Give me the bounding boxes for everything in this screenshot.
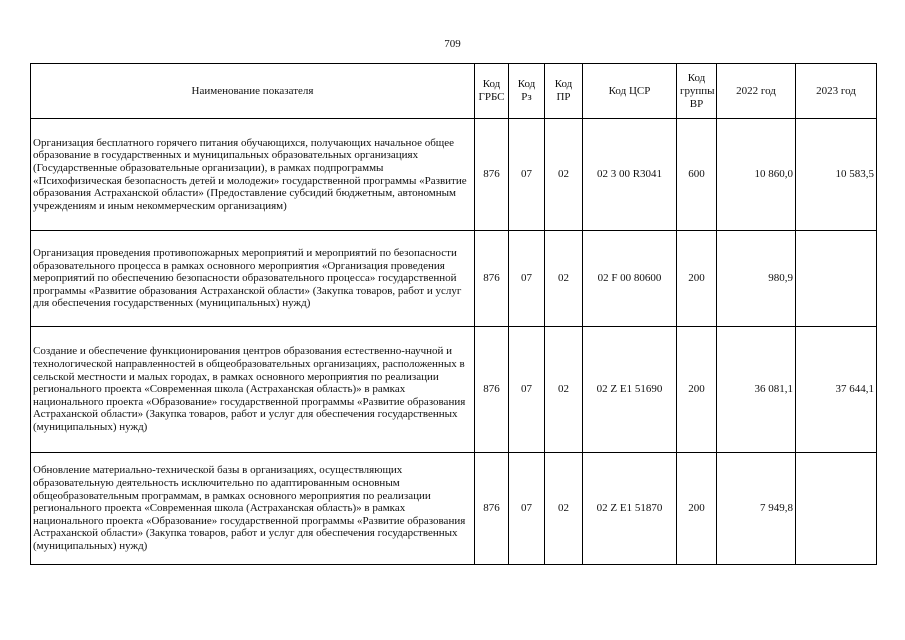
row-pr: 02 [545, 453, 583, 565]
row-2022: 36 081,1 [717, 327, 796, 453]
header-grbs [475, 64, 509, 119]
row-pr: 02 [545, 119, 583, 231]
row-csr: 02 Z E1 51870 [583, 453, 677, 565]
row-name: Обновление материально-технической базы в организациях, осуществляющих образовательную деятельность исключительно по адаптированным основным общеобразовательным программам, в рамках основного мероприятия по реализации регионального проекта «Современная школа (Астраханская область)» в рамках национального проекта «Образование» государственной программы «Развитие образования Астраханской области» (Закупка товаров, работ и услуг для обеспечения государственных (муниципальных) нужд) [31, 453, 475, 565]
header-grbs-line2: ГРБС [478, 91, 505, 103]
header-grbs-line1: Код [482, 78, 501, 90]
row-rz: 07 [509, 119, 545, 231]
header-vr [677, 64, 717, 119]
header-name: Наименование показателя [31, 64, 475, 119]
row-grbs: 876 [475, 327, 509, 453]
row-grbs: 876 [475, 453, 509, 565]
row-2022: 980,9 [717, 231, 796, 327]
row-2022: 10 860,0 [717, 119, 796, 231]
table-row [31, 453, 877, 565]
row-2023 [796, 453, 877, 565]
budget-table [30, 63, 877, 565]
header-rz [509, 64, 545, 119]
header-vr-line2: группы [680, 84, 715, 97]
header-pr-line1: Код [554, 78, 573, 90]
row-vr: 600 [677, 119, 717, 231]
header-vr-line1: Код [687, 71, 706, 84]
header-pr-line2: ПР [556, 91, 571, 103]
row-2023: 37 644,1 [796, 327, 877, 453]
row-grbs: 876 [475, 231, 509, 327]
header-rz-line2: Рз [521, 91, 532, 103]
row-name: Организация проведения противопожарных мероприятий и мероприятий по безопасности образовательного процесса в рамках основного мероприятия «Организация проведения мероприятий по обеспечению безопасности образовательного процесса» государственной программы «Развитие образования Астраханской области» (Закупка товаров, работ и услуг для обеспечения государственных (муниципальных) нужд) [31, 231, 475, 327]
header-csr: Код ЦСР [583, 64, 677, 119]
header-2023: 2023 год [796, 64, 877, 119]
page-number: 709 [444, 38, 461, 50]
row-pr: 02 [545, 327, 583, 453]
row-rz: 07 [509, 231, 545, 327]
row-csr: 02 Z E1 51690 [583, 327, 677, 453]
row-rz: 07 [509, 453, 545, 565]
header-row [31, 64, 877, 119]
row-pr: 02 [545, 231, 583, 327]
table-row [31, 231, 877, 327]
row-vr: 200 [677, 327, 717, 453]
row-grbs: 876 [475, 119, 509, 231]
header-rz-line1: Код [517, 78, 536, 90]
header-2022: 2022 год [717, 64, 796, 119]
row-csr: 02 F 00 80600 [583, 231, 677, 327]
row-vr: 200 [677, 231, 717, 327]
row-2022: 7 949,8 [717, 453, 796, 565]
header-vr-line3: ВР [689, 97, 704, 110]
row-name: Создание и обеспечение функционирования центров образования естественно-научной и технологической направленностей в общеобразовательных организациях, расположенных в сельской местности и малых городах, в рамках основного мероприятия по реализации регионального проекта «Современная школа (Астраханская область)» в рамках национального проекта «Образование» государственной программы «Развитие образования Астраханской области» (Закупка товаров, работ и услуг для обеспечения государственных (муниципальных) нужд) [31, 327, 475, 453]
row-rz: 07 [509, 327, 545, 453]
row-2023 [796, 231, 877, 327]
row-vr: 200 [677, 453, 717, 565]
table-row [31, 327, 877, 453]
row-csr: 02 3 00 R3041 [583, 119, 677, 231]
row-2023: 10 583,5 [796, 119, 877, 231]
row-name: Организация бесплатного горячего питания обучающихся, получающих начальное общее образование в государственных и муниципальных образовательных организациях (Государственные образовательные организации), в рамках подпрограммы «Психофизическая безопасность детей и молодежи» государственной программы «Развитие образования Астраханской области» (Предоставление субсидий бюджетным, автономным учреждениям и иным некоммерческим организациям) [31, 119, 475, 231]
header-pr [545, 64, 583, 119]
table-row [31, 119, 877, 231]
